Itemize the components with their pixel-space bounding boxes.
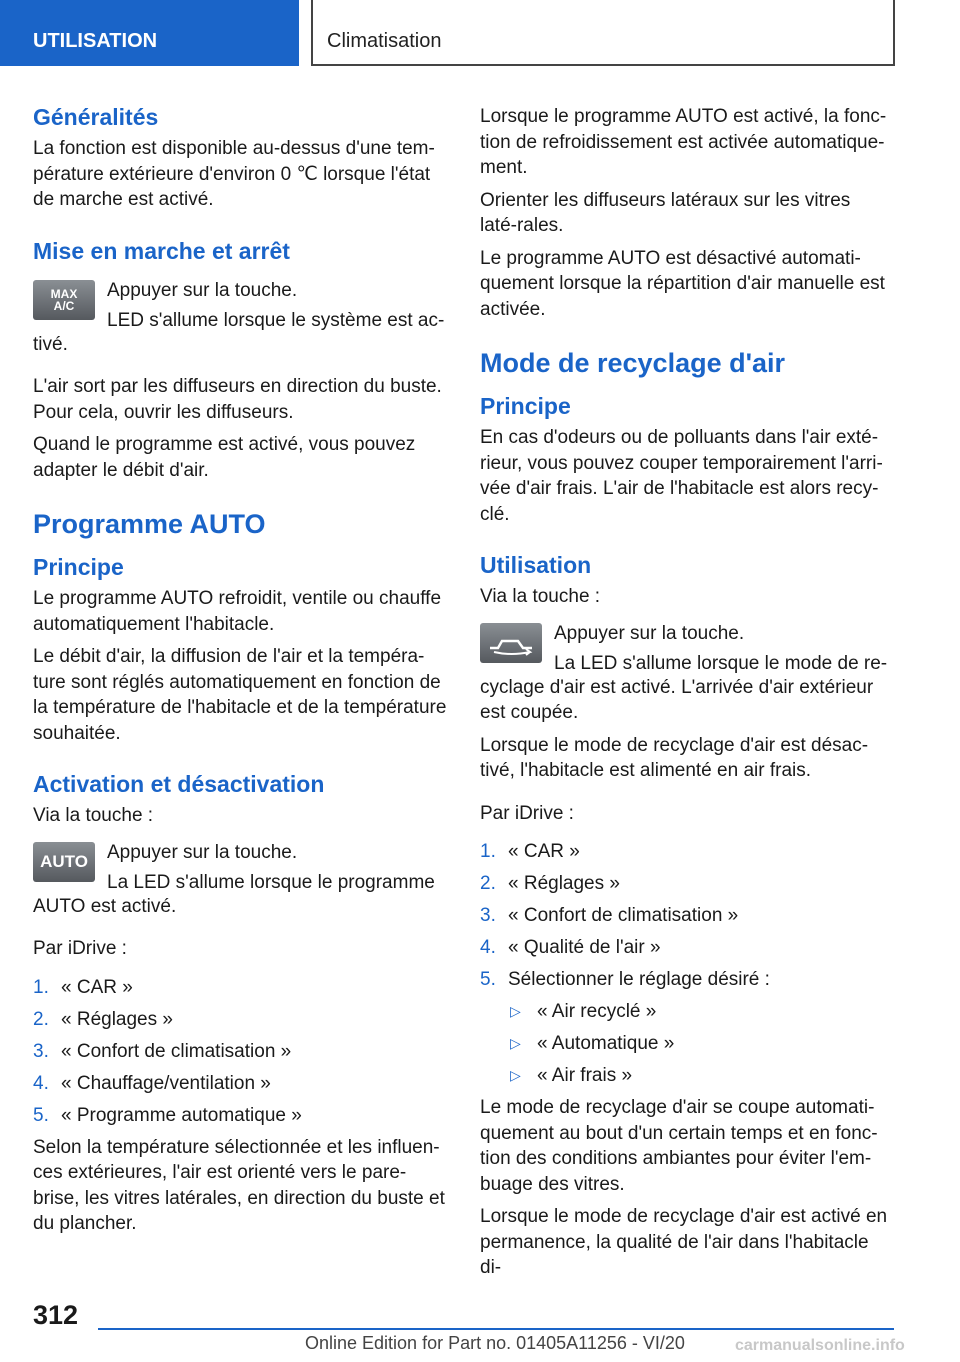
list-item: ▷ « Automatique » [510,1033,675,1054]
list-item: 2. « Réglages » [480,873,620,894]
maxac-key-icon: MAX A/C [33,280,95,320]
paragraph: Appuyer sur la touche. [554,622,745,644]
paragraph: Lorsque le mode de recyclage d'air est activé en permanence, la qualité de l'air dans l'habitacle di- [480,1206,888,1278]
list-item: ▷ « Air frais » [510,1065,633,1086]
paragraph: Le débit d'air, la diffusion de l'air et la tempéra-ture sont réglés automatiquement en fonction de la température de l'habitacle et de la température souhaitée. [33,646,447,744]
auto-key-row [33,840,447,900]
paragraph: LED s'allume lorsque le système est ac- [107,310,445,331]
heading-utilisation: Utilisation [480,552,592,578]
paragraph: Le mode de recyclage d'air se coupe automati-quement au bout d'un certain temps et en fonc-tion des conditions ambiantes pour éviter l'em-buage des vitres. [480,1097,878,1195]
heading-generalites: Généralités [33,104,159,130]
paragraph: En cas d'odeurs ou de polluants dans l'air exté-rieur, vous pouvez couper temporairement l'arri-vée d'air frais. L'air de l'habitacle est alors recy-clé. [480,427,883,525]
paragraph: Le programme AUTO refroidit, ventile ou chauffe automatiquement l'habitacle. [33,588,442,635]
heading-principe: Principe [480,393,571,419]
list-item: 4. « Qualité de l'air » [480,937,661,958]
list-item: 3. « Confort de climatisation » [33,1040,292,1062]
setting-options [480,999,892,1088]
heading-recyclage: Mode de recyclage d'air [480,348,786,378]
list-item: 1. « CAR » [33,976,133,998]
paragraph: Via la touche : [33,805,154,826]
list-item: 2. « Réglages » [33,1008,173,1030]
recirculation-key-row [480,621,892,681]
list-item: 1. « CAR » [480,841,580,862]
paragraph: La LED s'allume lorsque le programme [107,872,435,893]
list-item: 4. « Chauffage/ventilation » [33,1072,271,1094]
maxac-key-row [33,278,447,338]
chapter-title: Climatisation [327,30,442,52]
triangle-bullet-icon: ▷ [510,1003,521,1019]
chapter-header [311,0,895,66]
paragraph: L'air sort par les diffuseurs en direction du buste. Pour cela, ouvrir les diffuseurs. [33,376,442,423]
triangle-bullet-icon: ▷ [510,1035,521,1051]
heading-activation: Activation et désactivation [33,771,325,797]
paragraph: La fonction est disponible au-dessus d'une tem-pérature extérieure d'environ 0 ℃ lorsque l'état de marche est activé. [33,138,435,210]
paragraph: tivé. [33,333,68,355]
right-column [480,104,892,1288]
paragraph: Selon la température sélectionnée et les influen-ces extérieures, l'air est orienté vers le pare-brise, les vitres latérales, en direction du buste et du plancher. [33,1136,445,1234]
paragraph: La LED s'allume lorsque le mode de re- [554,653,888,674]
paragraph: Lorsque le mode de recyclage d'air est désac-tivé, l'habitacle est alimenté en air frais. [480,734,869,781]
footer-edition: Online Edition for Part no. 01405A11256 - VI/20 [305,1333,685,1353]
list-item: ▷ « Air recyclé » [510,1001,657,1022]
paragraph: AUTO est activé. [33,895,177,917]
left-column [33,104,447,1244]
heading-programme-auto: Programme AUTO [33,509,266,539]
paragraph: Quand le programme est activé, vous pouvez adapter le débit d'air. [33,434,416,481]
auto-key-icon: AUTO [33,842,95,882]
paragraph: Appuyer sur la touche. [107,279,298,301]
triangle-bullet-icon: ▷ [510,1067,521,1083]
section-title: UTILISATION [33,30,158,52]
list-item: 5. Sélectionner le réglage désiré : [480,969,770,990]
paragraph: Lorsque le programme AUTO est activé, la fonc-tion de refroidissement est activée automatique-ment. [480,106,887,178]
paragraph: Par iDrive : [33,938,127,959]
list-item: 5. « Programme automatique » [33,1104,302,1126]
paragraph: Appuyer sur la touche. [107,841,298,863]
idrive-steps-right [480,839,892,992]
heading-mise-en-marche: Mise en marche et arrêt [33,237,290,264]
list-item: 3. « Confort de climatisation » [480,905,739,926]
paragraph: Orienter les diffuseurs latéraux sur les vitres laté-rales. [480,189,851,236]
paragraph: Par iDrive : [480,802,574,824]
watermark: carmanualsonline.info [735,1337,905,1354]
idrive-steps-left [33,975,447,1128]
paragraph: cyclage d'air est activé. L'arrivée d'air extérieur est coupée. [480,676,874,723]
heading-principe: Principe [33,554,124,580]
page-number: 312 [33,1300,79,1330]
air-recirculation-icon [480,623,542,663]
paragraph: Le programme AUTO est désactivé automati-quement lorsque la répartition d'air manuelle est activée. [480,247,885,320]
section-tab [0,0,299,66]
paragraph: Via la touche : [480,586,601,607]
footer-divider [98,1328,894,1330]
